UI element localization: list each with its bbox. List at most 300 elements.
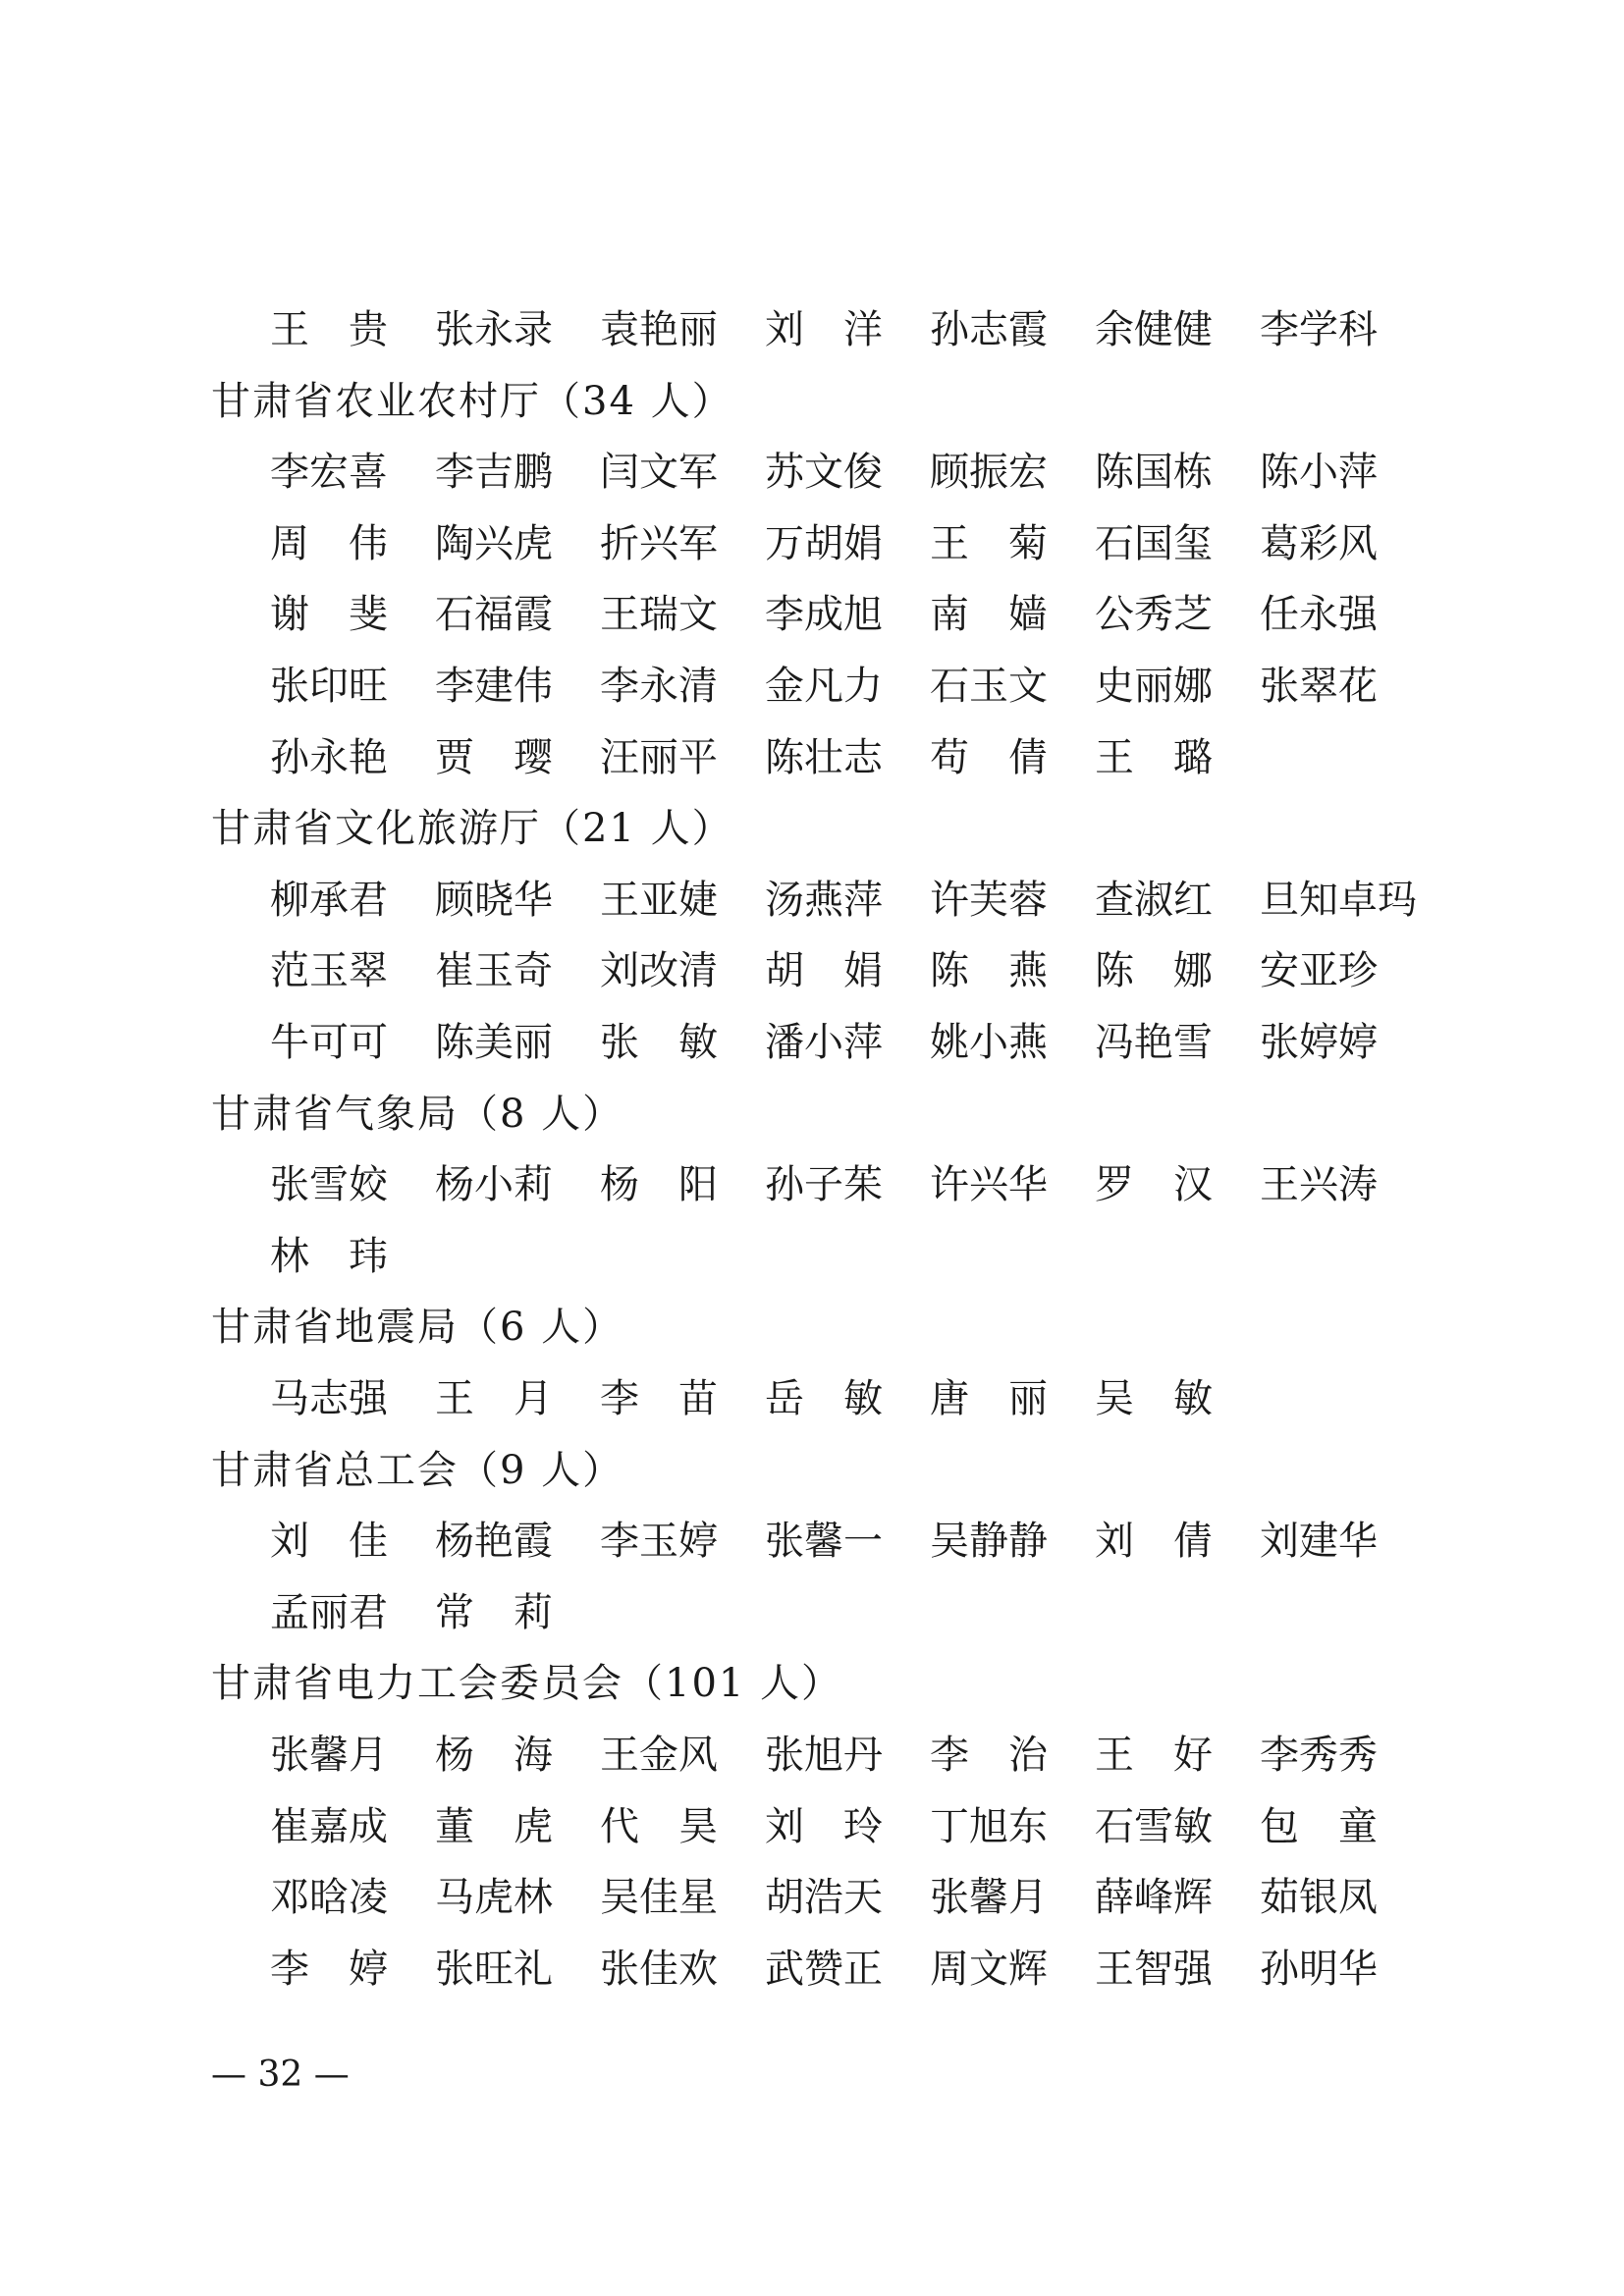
name-character: 陶 <box>435 521 474 566</box>
name-character: 芙 <box>969 878 1008 923</box>
person-name <box>435 1506 582 1576</box>
person-name <box>765 1149 912 1220</box>
name-character: 茱 <box>843 1162 883 1207</box>
name-character: 永 <box>474 307 514 352</box>
name-character: 卓 <box>1338 878 1378 923</box>
person-name <box>765 508 912 579</box>
name-character: 闫 <box>600 450 639 495</box>
person-name <box>270 579 417 650</box>
name-character: 陈 <box>765 735 804 780</box>
name-character: 余 <box>1095 307 1134 352</box>
name-character: 银 <box>1299 1875 1338 1920</box>
name-character: 文 <box>969 1947 1008 1992</box>
name-character: 胡 <box>804 521 843 566</box>
person-name <box>270 651 417 721</box>
name-character: 潘 <box>765 1020 804 1065</box>
name-row <box>270 865 1448 935</box>
person-name <box>600 1363 747 1434</box>
name-character: 芝 <box>1173 592 1213 637</box>
name-character: 文 <box>1008 664 1048 709</box>
name-character: 健 <box>1134 307 1173 352</box>
person-name <box>270 437 417 507</box>
name-character: 敏 <box>1173 1804 1213 1849</box>
name-character: 涛 <box>1338 1162 1378 1207</box>
name-character: 淑 <box>1134 878 1173 923</box>
person-name <box>765 437 912 507</box>
person-name <box>600 508 747 579</box>
name-character: 子 <box>804 1162 843 1207</box>
person-name <box>270 865 417 935</box>
name-character: 月 <box>1008 1875 1048 1920</box>
person-name <box>1095 579 1242 650</box>
person-name <box>435 1577 582 1648</box>
name-row <box>270 1577 1448 1648</box>
name-character: 嘉 <box>309 1804 349 1849</box>
name-character: 浩 <box>804 1875 843 1920</box>
name-character: 文 <box>804 450 843 495</box>
name-character: 吴 <box>600 1875 639 1920</box>
name-character: 菊 <box>1008 521 1048 566</box>
name-character: 兴 <box>1299 1162 1338 1207</box>
name-character: 折 <box>600 521 639 566</box>
name-character: 燕 <box>1008 1020 1048 1065</box>
person-name <box>930 722 1077 793</box>
name-character: 凌 <box>349 1875 388 1920</box>
name-character: 翠 <box>1299 664 1338 709</box>
name-character: 清 <box>678 948 718 993</box>
name-character: 杨 <box>435 1733 474 1778</box>
name-character: 永 <box>309 735 349 780</box>
name-character: 王 <box>1095 1733 1134 1778</box>
name-character: 王 <box>1260 1162 1299 1207</box>
name-character: 张 <box>270 1162 309 1207</box>
name-character: 张 <box>600 1020 639 1065</box>
name-character: 王 <box>435 1376 474 1421</box>
name-character: 玛 <box>1378 878 1417 923</box>
name-character: 婷 <box>1299 1020 1338 1065</box>
name-character: 军 <box>678 450 718 495</box>
name-character: 珍 <box>1338 948 1378 993</box>
name-character: 天 <box>843 1875 883 1920</box>
name-character: 可 <box>349 1020 388 1065</box>
name-character: 雪 <box>1173 1020 1213 1065</box>
person-name <box>1260 437 1407 507</box>
person-name <box>1260 1720 1407 1790</box>
name-character: 阳 <box>678 1162 718 1207</box>
name-character: 可 <box>309 1020 349 1065</box>
person-name <box>435 1149 582 1220</box>
name-character: 李 <box>765 592 804 637</box>
name-row <box>270 1934 1448 2004</box>
person-name <box>270 1862 417 1933</box>
person-name <box>600 1506 747 1576</box>
name-character: 孙 <box>1260 1947 1299 1992</box>
name-character: 李 <box>600 1519 639 1564</box>
person-name <box>600 651 747 721</box>
name-character: 金 <box>639 1733 678 1778</box>
name-character: 杨 <box>600 1162 639 1207</box>
name-character: 旦 <box>1260 878 1299 923</box>
person-name <box>765 651 912 721</box>
person-name <box>435 1862 582 1933</box>
name-character: 强 <box>1338 592 1378 637</box>
name-character: 好 <box>1173 1733 1213 1778</box>
name-character: 华 <box>514 878 553 923</box>
name-character: 凤 <box>1338 1875 1378 1920</box>
name-character: 婷 <box>349 1947 388 1992</box>
name-character: 李 <box>435 450 474 495</box>
person-name <box>435 1363 582 1434</box>
person-name <box>270 1506 417 1576</box>
name-character: 吴 <box>930 1519 969 1564</box>
name-character: 李 <box>270 450 309 495</box>
person-name <box>1095 651 1242 721</box>
name-character: 张 <box>765 1519 804 1564</box>
name-character: 公 <box>1095 592 1134 637</box>
name-character: 陈 <box>435 1020 474 1065</box>
name-character: 胡 <box>765 1875 804 1920</box>
name-character: 史 <box>1095 664 1134 709</box>
person-name <box>765 1791 912 1862</box>
person-name <box>435 579 582 650</box>
name-character: 苟 <box>930 735 969 780</box>
name-character: 月 <box>514 1376 553 1421</box>
name-character: 小 <box>804 1020 843 1065</box>
name-character: 袁 <box>600 307 639 352</box>
name-character: 莉 <box>514 1162 553 1207</box>
person-name <box>1095 508 1242 579</box>
name-character: 胡 <box>765 948 804 993</box>
name-character: 花 <box>1338 664 1378 709</box>
name-character: 玺 <box>1173 521 1213 566</box>
person-name <box>270 1791 417 1862</box>
name-character: 李 <box>270 1947 309 1992</box>
person-name <box>435 722 582 793</box>
name-character: 静 <box>1008 1519 1048 1564</box>
person-name <box>1095 1363 1242 1434</box>
person-name <box>1260 1506 1407 1576</box>
person-name <box>600 935 747 1006</box>
person-name <box>1260 579 1407 650</box>
name-character: 喜 <box>349 450 388 495</box>
name-character: 霞 <box>514 592 553 637</box>
person-name <box>435 651 582 721</box>
name-character: 谢 <box>270 592 309 637</box>
name-character: 印 <box>309 664 349 709</box>
name-character: 君 <box>349 1590 388 1635</box>
name-character: 娟 <box>843 948 883 993</box>
name-character: 奇 <box>514 948 553 993</box>
name-character: 张 <box>1260 664 1299 709</box>
name-character: 刘 <box>765 307 804 352</box>
name-character: 萍 <box>843 1020 883 1065</box>
person-name <box>930 508 1077 579</box>
name-character: 李 <box>1260 307 1299 352</box>
name-character: 崔 <box>435 948 474 993</box>
name-character: 邓 <box>270 1875 309 1920</box>
name-character: 玮 <box>349 1234 388 1279</box>
section-heading: 甘肃省电力工会委员会（101 人） <box>211 1661 843 1706</box>
name-character: 万 <box>765 521 804 566</box>
name-character: 苗 <box>678 1376 718 1421</box>
name-character: 馨 <box>804 1519 843 1564</box>
person-name <box>1095 1506 1242 1576</box>
name-character: 静 <box>969 1519 1008 1564</box>
name-character: 刘 <box>270 1519 309 1564</box>
name-character: 金 <box>765 664 804 709</box>
name-character: 贾 <box>435 735 474 780</box>
name-character: 岳 <box>765 1376 804 1421</box>
person-name <box>435 1934 582 2004</box>
name-character: 振 <box>969 450 1008 495</box>
name-character: 小 <box>1299 450 1338 495</box>
person-name <box>930 294 1077 365</box>
name-character: 玉 <box>309 948 349 993</box>
person-name <box>1095 1007 1242 1078</box>
name-character: 许 <box>930 878 969 923</box>
person-name <box>435 437 582 507</box>
name-character: 赞 <box>804 1947 843 1992</box>
name-character: 文 <box>678 592 718 637</box>
person-name <box>765 722 912 793</box>
name-character: 丽 <box>678 307 718 352</box>
name-character: 丽 <box>514 1020 553 1065</box>
name-character: 斐 <box>349 592 388 637</box>
person-name <box>1095 437 1242 507</box>
name-character: 改 <box>639 948 678 993</box>
name-character: 雪 <box>1134 1804 1173 1849</box>
name-character: 杨 <box>435 1162 474 1207</box>
person-name <box>1260 1007 1407 1078</box>
name-character: 杨 <box>435 1519 474 1564</box>
name-character: 东 <box>1008 1804 1048 1849</box>
name-character: 丽 <box>1134 664 1173 709</box>
name-character: 永 <box>639 664 678 709</box>
name-character: 科 <box>1338 307 1378 352</box>
name-row <box>270 1506 1448 1576</box>
name-character: 凡 <box>804 664 843 709</box>
name-character: 国 <box>1134 521 1173 566</box>
name-character: 娜 <box>1173 948 1213 993</box>
person-name <box>435 1791 582 1862</box>
name-character: 明 <box>1299 1947 1338 1992</box>
name-row <box>270 1363 1448 1434</box>
person-name <box>930 1506 1077 1576</box>
name-character: 美 <box>474 1020 514 1065</box>
person-name <box>1260 651 1407 721</box>
name-character: 张 <box>270 664 309 709</box>
name-character: 佳 <box>639 1947 678 1992</box>
name-character: 旭 <box>804 1733 843 1778</box>
name-character: 璐 <box>1173 735 1213 780</box>
person-name <box>930 1363 1077 1434</box>
page-number: — 32 — <box>211 2055 350 2095</box>
name-character: 李 <box>600 1376 639 1421</box>
name-character: 丽 <box>309 1590 349 1635</box>
name-character: 华 <box>1338 1947 1378 1992</box>
name-character: 娟 <box>843 521 883 566</box>
name-character: 蓉 <box>1008 878 1048 923</box>
name-character: 莉 <box>514 1590 553 1635</box>
name-character: 李 <box>1260 1733 1299 1778</box>
person-name <box>930 1007 1077 1078</box>
person-name <box>1095 935 1242 1006</box>
name-character: 志 <box>969 307 1008 352</box>
name-character: 宏 <box>1008 450 1048 495</box>
name-character: 治 <box>1008 1733 1048 1778</box>
name-row <box>270 579 1448 650</box>
name-character: 石 <box>435 592 474 637</box>
name-character: 佳 <box>639 1875 678 1920</box>
name-character: 彩 <box>1299 521 1338 566</box>
name-character: 张 <box>600 1947 639 1992</box>
section-heading: 甘肃省地震局（6 人） <box>211 1305 624 1350</box>
name-character: 崔 <box>270 1804 309 1849</box>
person-name <box>930 1934 1077 2004</box>
name-character: 董 <box>435 1804 474 1849</box>
person-name <box>1095 722 1242 793</box>
person-name <box>765 1862 912 1933</box>
name-character: 倩 <box>1173 1519 1213 1564</box>
name-character: 艳 <box>474 1519 514 1564</box>
name-character: 洋 <box>843 307 883 352</box>
name-character: 俊 <box>843 450 883 495</box>
name-character: 秀 <box>1134 592 1173 637</box>
person-name <box>270 722 417 793</box>
name-character: 永 <box>1299 592 1338 637</box>
name-character: 风 <box>1338 521 1378 566</box>
name-character: 敏 <box>1173 1376 1213 1421</box>
name-character: 伟 <box>514 664 553 709</box>
name-character: 宏 <box>309 450 349 495</box>
name-character: 志 <box>843 735 883 780</box>
name-character: 兴 <box>474 521 514 566</box>
name-character: 王 <box>600 878 639 923</box>
person-name <box>1095 1862 1242 1933</box>
name-character: 霞 <box>514 1519 553 1564</box>
name-character: 婷 <box>1338 1020 1378 1065</box>
name-character: 鹏 <box>514 450 553 495</box>
name-character: 旺 <box>474 1947 514 1992</box>
name-character: 萍 <box>1338 450 1378 495</box>
name-character: 葛 <box>1260 521 1299 566</box>
person-name <box>270 294 417 365</box>
name-character: 馨 <box>969 1875 1008 1920</box>
name-character: 伟 <box>349 521 388 566</box>
name-character: 燕 <box>804 878 843 923</box>
name-character: 刘 <box>765 1804 804 1849</box>
name-character: 翠 <box>349 948 388 993</box>
name-character: 张 <box>435 307 474 352</box>
name-character: 旭 <box>843 592 883 637</box>
name-character: 成 <box>349 1804 388 1849</box>
name-character: 健 <box>1173 307 1213 352</box>
name-character: 小 <box>474 1162 514 1207</box>
name-character: 旺 <box>349 664 388 709</box>
person-name <box>765 1363 912 1434</box>
name-character: 玉 <box>639 1519 678 1564</box>
name-character: 文 <box>639 450 678 495</box>
name-character: 李 <box>930 1733 969 1778</box>
name-character: 孙 <box>765 1162 804 1207</box>
name-character: 小 <box>969 1020 1008 1065</box>
name-character: 包 <box>1260 1804 1299 1849</box>
person-name <box>1260 1934 1407 2004</box>
name-character: 汪 <box>600 735 639 780</box>
person-name <box>600 1149 747 1220</box>
name-character: 刘 <box>1095 1519 1134 1564</box>
name-character: 武 <box>765 1947 804 1992</box>
person-name <box>930 651 1077 721</box>
name-character: 顾 <box>435 878 474 923</box>
name-character: 军 <box>678 521 718 566</box>
person-name <box>1260 935 1407 1006</box>
person-name <box>1260 1149 1407 1220</box>
person-name <box>600 1934 747 2004</box>
name-character: 马 <box>270 1376 309 1421</box>
person-name <box>1260 294 1407 365</box>
name-character: 王 <box>600 1733 639 1778</box>
name-character: 秀 <box>1338 1733 1378 1778</box>
name-character: 玲 <box>843 1804 883 1849</box>
name-character: 李 <box>600 664 639 709</box>
person-name <box>1095 1791 1242 1862</box>
name-row <box>270 1007 1448 1078</box>
name-character: 敏 <box>843 1376 883 1421</box>
name-row <box>270 651 1448 721</box>
name-character: 晗 <box>309 1875 349 1920</box>
name-character: 马 <box>435 1875 474 1920</box>
name-character: 南 <box>930 592 969 637</box>
name-character: 婷 <box>678 1519 718 1564</box>
person-name <box>930 1862 1077 1933</box>
name-character: 馨 <box>309 1733 349 1778</box>
name-character: 柳 <box>270 878 309 923</box>
person-name <box>765 1720 912 1790</box>
person-name <box>270 1363 417 1434</box>
person-name <box>270 508 417 579</box>
name-character: 华 <box>1338 1519 1378 1564</box>
name-character: 亚 <box>1299 948 1338 993</box>
name-character: 星 <box>678 1875 718 1920</box>
name-character: 辉 <box>1008 1947 1048 1992</box>
person-name <box>600 722 747 793</box>
section-heading: 甘肃省农业农村厅（34 人） <box>211 379 733 424</box>
person-name <box>930 1720 1077 1790</box>
person-name <box>1095 865 1242 935</box>
name-character: 辉 <box>1173 1875 1213 1920</box>
name-character: 丁 <box>930 1804 969 1849</box>
name-character: 丽 <box>1008 1376 1048 1421</box>
name-character: 冯 <box>1095 1020 1134 1065</box>
name-character: 孟 <box>270 1590 309 1635</box>
name-character: 智 <box>1134 1947 1173 1992</box>
name-character: 建 <box>474 664 514 709</box>
person-name <box>600 1720 747 1790</box>
person-name <box>435 935 582 1006</box>
name-character: 唐 <box>930 1376 969 1421</box>
name-character: 贵 <box>349 307 388 352</box>
person-name <box>930 1149 1077 1220</box>
name-character: 孙 <box>930 307 969 352</box>
name-character: 周 <box>930 1947 969 1992</box>
name-character: 王 <box>1095 1947 1134 1992</box>
name-character: 萍 <box>843 878 883 923</box>
person-name <box>1095 1934 1242 2004</box>
name-character: 薛 <box>1095 1875 1134 1920</box>
name-character: 娜 <box>1173 664 1213 709</box>
name-character: 玉 <box>969 664 1008 709</box>
